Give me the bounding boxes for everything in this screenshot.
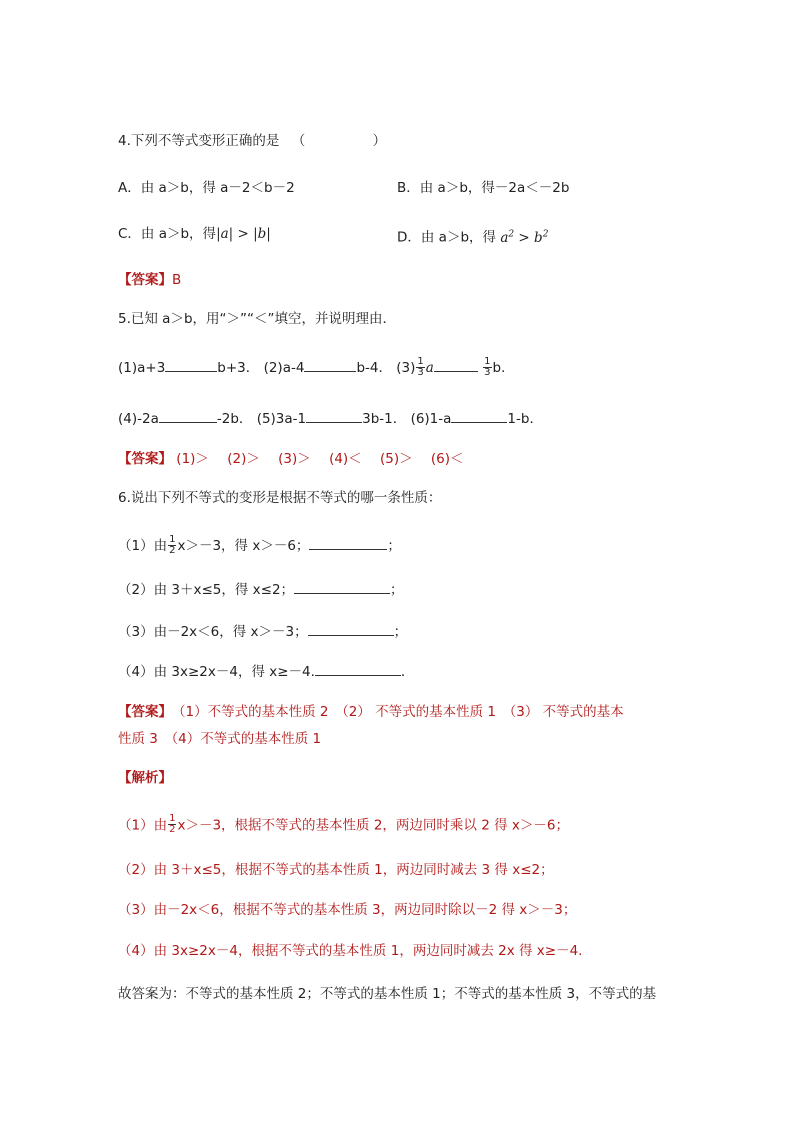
q4-option-c: C．由 a＞b，得|a| > |b|: [118, 226, 271, 242]
q6-item-3: （3）由－2x＜6，得 x＞－3； ；: [118, 621, 407, 642]
fraction-one-third: $\frac{1}{3}$: [417, 355, 424, 378]
q5-answer-item: (2)＞: [227, 451, 260, 467]
q4-option-a: A．由 a＞b，得 a－2＜b－2: [118, 180, 295, 196]
fraction-one-half: $\frac{1}{2}$: [169, 533, 176, 556]
q6-item-4: （4）由 3x≥2x－4，得 x≥－4. ．: [118, 661, 414, 682]
q4-option-d-math: $a^2 > b^2$: [500, 229, 549, 246]
q4-option-c-math: |a| > |b|: [216, 226, 271, 242]
q5-answer: 【答案】 (1)＞ (2)＞ (3)＞ (4)＜ (5)＞ (6)＜: [118, 451, 464, 467]
fraction-one-third: $\frac{1}{3}$: [484, 355, 491, 378]
q5-line-2: (4)-2a -2b． (5)3a-1 3b-1． (6)1-a 1-b．: [118, 408, 543, 429]
q6-analysis-2: （2）由 3＋x≤5，根据不等式的基本性质 1，两边同时减去 3 得 x≤2；: [118, 862, 554, 878]
q6-blank-2[interactable]: [294, 579, 390, 594]
q6-analysis-4: （4）由 3x≥2x－4，根据不等式的基本性质 1，两边同时减去 2x 得 x≥－4.: [118, 943, 583, 959]
q4-answer-paren: （ ）: [291, 133, 387, 149]
q6-analysis-label: 【解析】: [118, 770, 172, 786]
q4-option-d: D．由 a＞b，得 $a^2 > b^2$: [397, 229, 549, 246]
blank-2[interactable]: [304, 357, 356, 372]
q5-answer-item: (4)＜: [329, 451, 362, 467]
q6-blank-1[interactable]: [309, 535, 387, 550]
q6-analysis-3: （3）由－2x＜6，根据不等式的基本性质 3，两边同时除以－2 得 x＞－3；: [118, 902, 577, 918]
blank-4[interactable]: [159, 408, 217, 423]
q5-answer-item: (6)＜: [430, 451, 464, 467]
q4-answer: 【答案】B: [118, 272, 182, 288]
q6-blank-4[interactable]: [315, 661, 401, 676]
q6-stem: 6.说出下列不等式的变形是根据不等式的哪一条性质：: [118, 490, 442, 506]
q6-item-2: （2）由 3＋x≤5，得 x≤2； ；: [118, 579, 404, 600]
q6-analysis-1: （1）由 $\frac{1}{2}$ x＞－3，根据不等式的基本性质 2，两边同时乘以 2 得 x＞－6；: [118, 813, 569, 835]
blank-1[interactable]: [165, 357, 217, 372]
q5-answer-item: (3)＞: [278, 451, 311, 467]
q5-line-1: (1)a+3 b+3． (2)a-4 b-4． (3) $\frac{1}{3}$ a $\frac{1}{3}$ b．: [118, 355, 515, 378]
q6-blank-3[interactable]: [308, 621, 394, 636]
q4-option-b: B．由 a＞b，得－2a＜－2b: [397, 180, 570, 196]
fraction-one-half: $\frac{1}{2}$: [169, 813, 176, 835]
q6-answer-line-1: 【答案】 （1）不等式的基本性质 2 （2） 不等式的基本性质 1 （3） 不等式的基本: [118, 704, 624, 720]
q6-item-1: （1）由 $\frac{1}{2}$ x＞－3，得 x＞－6； ；: [118, 533, 401, 556]
q5-answer-item: (5)＞: [379, 451, 413, 467]
q5-answer-item: (1)＞: [176, 451, 209, 467]
q6-summary: 故答案为：不等式的基本性质 2；不等式的基本性质 1；不等式的基本性质 3，不等式的基: [118, 986, 657, 1002]
blank-6[interactable]: [451, 408, 507, 423]
q5-stem: 5.已知 a＞b，用“＞”“＜”填空，并说明理由．: [118, 311, 396, 327]
q4-stem: 4.下列不等式变形正确的是 （ ）: [118, 133, 387, 149]
q6-answer-line-2: 性质 3 （4）不等式的基本性质 1: [118, 731, 322, 747]
blank-5[interactable]: [306, 408, 362, 423]
blank-3[interactable]: [434, 357, 478, 372]
